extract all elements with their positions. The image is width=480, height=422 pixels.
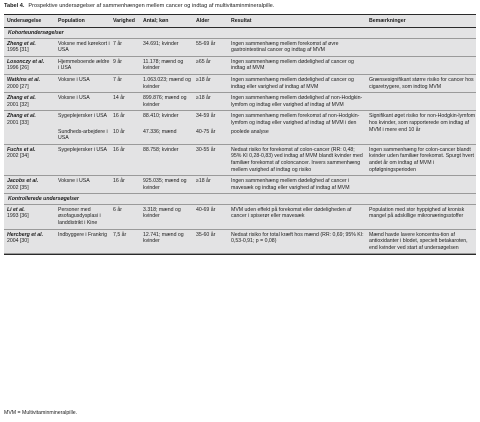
study-author: Fuchs et al. [7, 146, 36, 153]
column-header: Resultat [231, 18, 252, 24]
age-cell: 35-60 år [196, 231, 216, 238]
population-cell: Sygeplejersker i USA [58, 146, 108, 153]
age-cell: 40-75 år [196, 128, 216, 135]
bottom-rule [4, 254, 476, 255]
population-cell: Sundheds-arbejdere i USA [58, 128, 108, 142]
count-sex-cell: 88.758; kvinder [143, 146, 179, 153]
result-cell: Ingen sammenhæng mellem forekomst af øvre gastrointestinal cancer og indtag af MVM [231, 40, 339, 54]
study-author: Zheng et al. [7, 40, 36, 47]
remark-cell: Ingen sammenhæng for colon-cancer blandt kvinder uden familiær forekomst. Spurgt hvert andet år om indtag af MVM i opfølgningsperioden [369, 146, 474, 173]
age-cell: 34-59 år [196, 113, 216, 120]
study-reference: 2002 [34] [7, 153, 29, 160]
study-cell [4, 59, 55, 72]
table-row [4, 57, 476, 75]
count-sex-cell: 925.035; mænd og kvinder [143, 178, 187, 191]
study-reference: 2001 [33] [7, 119, 29, 126]
study-reference: 1996 [26] [7, 65, 29, 72]
study-cell [4, 178, 55, 191]
count-sex-cell: 47.336; mænd [143, 128, 177, 135]
study-part [55, 41, 366, 54]
duration-cell: 6 år [113, 206, 122, 213]
population-cell: Voksne i USA [58, 95, 90, 102]
result-cell: MVM uden effekt på forekomst eller dødeligheden af cancer i spiserør eller mavesæk [231, 206, 352, 220]
population-cell: Personer med øsofagusdysplasi i landdistrikt i Kine [58, 206, 101, 227]
table-row [4, 111, 476, 144]
study-reference: 2002 [35] [7, 184, 29, 191]
section-title: Kohorteundersøgelser [4, 28, 476, 39]
study-part [55, 77, 366, 90]
study-cell [4, 113, 55, 141]
study-author: Hercberg et al. [7, 231, 44, 238]
study-reference: 2001 [32] [7, 101, 29, 108]
study-author: Li et al. [7, 206, 25, 213]
population-cell: Voksne med kørekort i USA [58, 40, 110, 54]
duration-cell: 7 år [113, 40, 122, 47]
duration-cell: 9 år [113, 58, 122, 65]
study-author: Watkins et al. [7, 76, 41, 83]
study-author: Zhang et al. [7, 113, 36, 120]
population-cell: Voksne i USA [58, 76, 90, 83]
duration-cell: 16 år [113, 146, 125, 153]
study-reference: 1993 [36] [7, 213, 29, 220]
count-sex-cell: 3.318; mænd og kvinder [143, 206, 181, 220]
table-row [4, 93, 476, 111]
table-row [4, 176, 476, 194]
study-part [55, 232, 366, 245]
study-parts [55, 59, 366, 72]
table-row [4, 205, 476, 230]
study-parts [55, 113, 366, 141]
duration-cell: 16 år [113, 178, 125, 185]
count-sex-cell: 1.063.023; mænd og kvinder [143, 76, 191, 90]
study-part [55, 129, 366, 142]
result-cell: Nedsat risiko for total kræft hos mænd (RR: 0,69; 95% KI: 0,53-0,91; p = 0,08) [231, 231, 364, 245]
study-cell [4, 77, 55, 90]
duration-cell: 16 år [113, 113, 125, 120]
remark-cell: Grænsesignifikant større risiko for cancer hos cigaretrygere, som indtog MVM [369, 76, 474, 90]
count-sex-cell: 12.741; mænd og kvinder [143, 231, 184, 245]
population-cell: Sygeplejersker i USA [58, 113, 108, 120]
duration-cell: 7,5 år [113, 231, 127, 238]
study-part [55, 178, 366, 191]
study-author: Losonczy et al. [7, 58, 45, 65]
population-cell: Voksne i USA [58, 178, 90, 185]
table-header-row [4, 15, 476, 28]
table-row [4, 230, 476, 255]
study-reference: 1995 [31] [7, 47, 29, 54]
study-cell [4, 207, 55, 227]
result-cell: Ingen sammenhæng mellem dødelighed af cancer i mavesæk og indtag eller varighed af indtag af MVM [231, 178, 350, 191]
remark-cell [366, 95, 476, 108]
remark-cell: Signifikant øget risiko for non-Hodgkin-lymfom hos kvinder, som rapporterede om indtag af MVM i mere end 10 år [369, 113, 476, 133]
caption-text: Prospektive undersøgelser af sammenhængen mellem cancer og indtag af multivitaminmineralpille. [28, 3, 275, 9]
column-header: Bemærkninger [369, 18, 406, 24]
study-cell [4, 41, 55, 54]
age-cell: ≥18 år [196, 95, 211, 102]
remark-cell: Mænd havde lavere koncentra-tion af antioxidanter i blodet, specielt betakaroten, end kvinder ved start af undersøgelsen [369, 231, 468, 251]
result-cell: poolede analyse [231, 128, 269, 135]
column-header: Undersøgelse [7, 18, 42, 24]
study-part [55, 59, 366, 72]
section-title: Kontrollerede undersøgelser [4, 194, 476, 205]
study-cell [4, 95, 55, 108]
duration-cell: 10 år [113, 128, 125, 135]
result-cell: Ingen sammenhæng mellem forekomst af non-Hodgkin-lymfom og indtag eller varighed af indtag af MVM i den [231, 113, 360, 126]
table-body [4, 28, 476, 254]
study-part [55, 147, 366, 173]
age-cell: 30-55 år [196, 146, 216, 153]
column-header: Population [58, 18, 85, 24]
study-parts [55, 178, 366, 191]
count-sex-cell: 11.178; mænd og kvinder [143, 58, 184, 72]
study-parts [55, 41, 366, 54]
age-cell: 55-69 år [196, 40, 216, 47]
study-parts [55, 207, 366, 227]
age-cell: 40-69 år [196, 206, 216, 213]
population-cell: Indbyggere i Frankrig [58, 231, 108, 238]
column-header: Alder [196, 18, 210, 24]
duration-cell: 14 år [113, 95, 125, 102]
age-cell: ≥18 år [196, 178, 211, 185]
remark-cell: Population med stor hyppighed af kronisk mangel på adskillige mikronæringsstoffer [369, 206, 465, 220]
study-parts [55, 147, 366, 173]
study-author: Jacobs et al. [7, 178, 39, 185]
remark-cell [366, 59, 476, 72]
table-row [4, 39, 476, 57]
study-reference: 2000 [27] [7, 83, 29, 90]
study-part [55, 113, 366, 126]
table-caption [4, 3, 274, 9]
age-cell: ≥65 år [196, 58, 211, 65]
population-cell: Hjemmeboende ældre i USA [58, 58, 110, 72]
result-cell: Nedsat risiko for forekomst af colon-cancer (RR: 0,48; 95% KI 0,28-0,83) ved indtag af MVM blandt kvinder med familiær forekomst af coloncancer. Invers sammenhæng mellem varighed af indtag og risiko [231, 146, 363, 173]
study-parts [55, 95, 366, 108]
study-parts [55, 77, 366, 90]
study-part [55, 95, 366, 108]
column-header: Antal; køn [143, 18, 169, 24]
caption-label: Tabel 4. [4, 3, 25, 9]
study-reference: 2004 [30] [7, 238, 29, 245]
duration-cell: 7 år [113, 76, 122, 83]
table-row [4, 145, 476, 176]
study-cell [4, 147, 55, 173]
result-cell: Ingen sammenhæng mellem dødelighed af cancer og indtag af MVM [231, 58, 354, 72]
count-sex-cell: 899.876; mænd og kvinder [143, 95, 187, 108]
count-sex-cell: 88.410; kvinder [143, 113, 179, 120]
table-row [4, 75, 476, 93]
data-table [4, 14, 476, 255]
study-cell [4, 232, 55, 252]
study-part [55, 207, 366, 227]
study-author: Zhang et al. [7, 95, 36, 102]
remark-cell [366, 178, 476, 191]
column-header: Varighed [113, 18, 135, 24]
study-parts [55, 232, 366, 252]
remark-cell [366, 41, 476, 54]
age-cell: ≥18 år [196, 76, 211, 83]
result-cell: Ingen sammenhæng mellem dødelighed af cancer og indtag eller varighed af indtag af MVM [231, 76, 354, 90]
table-footnote: MVM = Multivitaminmineralpille. [4, 410, 78, 416]
result-cell: Ingen sammenhæng mellem dødelighed af non-Hodgkin-lymfom og indtag eller varighed af indtag af MVM [231, 95, 363, 108]
count-sex-cell: 34.691; kvinder [143, 40, 179, 47]
